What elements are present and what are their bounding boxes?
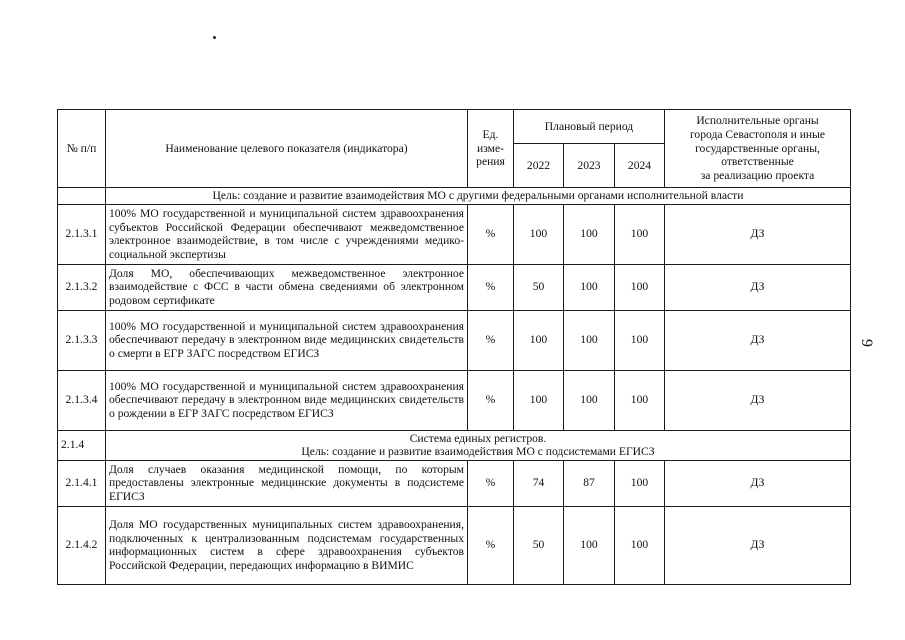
section-row-registers bbox=[58, 430, 851, 460]
header-executors-line3: государственные органы, bbox=[695, 141, 820, 155]
row-indicator-name: Доля МО государственных муниципальных систем здравоохранения, подключенных к централизованным подсистемам государственных информационных систем в сфере здравоохранения субъектов Российской Федерации, передающих информацию в ВИМИС bbox=[106, 506, 468, 584]
goal-text: Цель: создание и развитие взаимодействия МО с подсистемами ЕГИСЗ bbox=[301, 445, 655, 459]
header-executors-line4: ответственные bbox=[721, 155, 794, 169]
row-code: 2.1.4.1 bbox=[58, 460, 106, 506]
header-year-2023: 2023 bbox=[564, 144, 615, 188]
row-unit: % bbox=[468, 310, 514, 370]
header-unit bbox=[468, 110, 514, 188]
goal-row-federal bbox=[58, 188, 851, 205]
row-value-2022: 100 bbox=[514, 310, 564, 370]
row-unit: % bbox=[468, 460, 514, 506]
table-row bbox=[58, 264, 851, 310]
header-unit-line3: рения bbox=[476, 155, 505, 169]
row-executor: ДЗ bbox=[665, 204, 851, 264]
header-planned-period: Плановый период bbox=[514, 110, 665, 144]
row-indicator-name: 100% МО государственной и муниципальной систем здравоохранения обеспечивают передачу в электронном виде медицинских свидетельств о смерти в ЕГР ЗАГС посредством ЕГИСЗ bbox=[106, 310, 468, 370]
indicators-table bbox=[57, 109, 851, 585]
table-row bbox=[58, 460, 851, 506]
section-heading bbox=[106, 430, 851, 460]
section-title: Система единых регистров. bbox=[409, 431, 547, 445]
row-unit: % bbox=[468, 506, 514, 584]
row-value-2023: 87 bbox=[564, 460, 615, 506]
row-executor: ДЗ bbox=[665, 506, 851, 584]
row-value-2022: 100 bbox=[514, 370, 564, 430]
header-unit-line2: изме- bbox=[477, 141, 504, 155]
scan-speck bbox=[213, 36, 216, 39]
header-unit-line1: Ед. bbox=[482, 127, 499, 141]
row-value-2023: 100 bbox=[564, 264, 615, 310]
table-row bbox=[58, 506, 851, 584]
row-executor: ДЗ bbox=[665, 264, 851, 310]
table-row bbox=[58, 370, 851, 430]
header-executors-line1: Исполнительные органы bbox=[696, 114, 819, 128]
row-indicator-name: Доля случаев оказания медицинской помощи, по которым предоставлены электронные медицинские документы в подсистеме ЕГИСЗ bbox=[106, 460, 468, 506]
header-row-1 bbox=[58, 110, 851, 144]
row-value-2024: 100 bbox=[615, 506, 665, 584]
row-value-2024: 100 bbox=[615, 310, 665, 370]
row-executor: ДЗ bbox=[665, 310, 851, 370]
row-value-2022: 74 bbox=[514, 460, 564, 506]
row-code: 2.1.3.4 bbox=[58, 370, 106, 430]
table-row bbox=[58, 310, 851, 370]
row-value-2024: 100 bbox=[615, 370, 665, 430]
row-value-2022: 100 bbox=[514, 204, 564, 264]
row-value-2023: 100 bbox=[564, 204, 615, 264]
header-name: Наименование целевого показателя (индикатора) bbox=[106, 110, 468, 188]
table-row bbox=[58, 204, 851, 264]
header-executors bbox=[665, 110, 851, 188]
row-value-2022: 50 bbox=[514, 506, 564, 584]
row-value-2024: 100 bbox=[615, 204, 665, 264]
goal-text: Цель: создание и развитие взаимодействия МО с другими федеральными органами исполнительной власти bbox=[106, 188, 851, 205]
header-num: № п/п bbox=[58, 110, 106, 188]
row-executor: ДЗ bbox=[665, 370, 851, 430]
row-value-2023: 100 bbox=[564, 506, 615, 584]
row-code: 2.1.3.2 bbox=[58, 264, 106, 310]
row-code: 2.1.3.1 bbox=[58, 204, 106, 264]
row-unit: % bbox=[468, 370, 514, 430]
row-code: 2.1.3.3 bbox=[58, 310, 106, 370]
header-year-2024: 2024 bbox=[615, 144, 665, 188]
row-code: 2.1.4.2 bbox=[58, 506, 106, 584]
goal-row-blank bbox=[58, 188, 106, 205]
row-indicator-name: 100% МО государственной и муниципальной систем здравоохранения обеспечивают передачу в электронном виде медицинских свидетельств о рождении в ЕГР ЗАГС посредством ЕГИСЗ bbox=[106, 370, 468, 430]
header-year-2022: 2022 bbox=[514, 144, 564, 188]
row-value-2024: 100 bbox=[615, 460, 665, 506]
row-value-2023: 100 bbox=[564, 370, 615, 430]
row-unit: % bbox=[468, 264, 514, 310]
row-value-2024: 100 bbox=[615, 264, 665, 310]
header-executors-line2: города Севастополя и иные bbox=[689, 127, 826, 141]
page-number: 9 bbox=[858, 339, 875, 347]
row-indicator-name: 100% МО государственной и муниципальной систем здравоохранения субъектов Российской Федерации обеспечивают межведомственное электронное взаимодействие, в том числе с учреждениями медико-социальной экспертизы bbox=[106, 204, 468, 264]
row-value-2023: 100 bbox=[564, 310, 615, 370]
header-executors-line5: за реализацию проекта bbox=[700, 169, 815, 182]
row-executor: ДЗ bbox=[665, 460, 851, 506]
row-value-2022: 50 bbox=[514, 264, 564, 310]
section-code: 2.1.4 bbox=[58, 430, 106, 460]
row-unit: % bbox=[468, 204, 514, 264]
row-indicator-name: Доля МО, обеспечивающих межведомственное электронное взаимодействие с ФСС в части обмена сведениями об электронном родовом сертификате bbox=[106, 264, 468, 310]
